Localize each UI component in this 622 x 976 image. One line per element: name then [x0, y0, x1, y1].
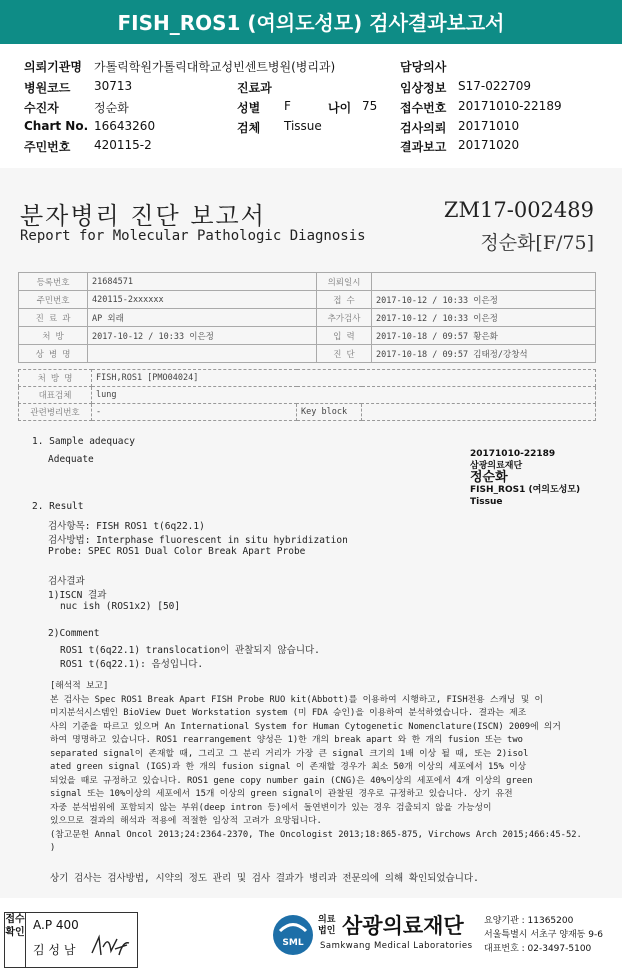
related-value: - — [92, 404, 297, 421]
table-cell: 등록번호 — [19, 273, 88, 291]
org-value: 가톨릭학원가톨릭대학교성빈센트병원(병리과) — [94, 60, 336, 74]
table-cell: 420115-2xxxxxx — [88, 291, 317, 309]
body-line: ) — [50, 843, 56, 853]
table-row — [19, 309, 596, 327]
doctor-label: 담당의사 — [400, 60, 447, 74]
body-line: 하여 명명하고 있습니다. ROS1 rearrangement 양성은 1)한 개의 break apart 와 한 개의 fusion 또는 two — [50, 735, 523, 745]
confirmation-line: 상기 검사는 검사방법, 시약의 정도 관리 및 검사 결과가 병리과 전문의에 의해 확인되었습니다. — [50, 873, 479, 884]
body-line: [해석적 보고] — [50, 681, 109, 691]
interpretation-block — [50, 680, 582, 856]
order-value: FISH,ROS1 [PMO04024] — [92, 370, 596, 387]
age-value: 75 — [362, 99, 378, 113]
table-cell: 접 수 — [317, 291, 372, 309]
patient-summary: 정순화[F/75] — [480, 232, 594, 254]
key-block-value — [362, 404, 596, 421]
table-cell: 상 병 명 — [19, 345, 88, 363]
chart-value: 16643260 — [94, 119, 156, 133]
prefix-line: 의료 — [318, 915, 336, 925]
table-cell — [88, 345, 317, 363]
table-cell: 21684571 — [88, 273, 317, 291]
body-line: 있으므로 결과의 해석과 적용에 적절한 임상적 고려가 요망됩니다. — [50, 816, 322, 826]
table-cell: 처 방 — [19, 327, 88, 345]
body-line: ated green signal (IGS)과 한 개의 fusion signal 이 존재할 경우가 최소 50개 이상의 세포에서 15% 이상 — [50, 762, 527, 772]
table-cell: 2017-10-12 / 10:33 이은정 — [88, 327, 317, 345]
table-row — [19, 327, 596, 345]
report-title-korean: 분자병리 진단 보고서 — [20, 202, 266, 230]
table-row — [19, 345, 596, 363]
body-line: 되었을 때로 규정하고 있습니다. ROS1 gene copy number gain (CNG)은 40%이상의 세포에서 4개 이상의 green — [50, 775, 533, 786]
report-date-value: 20171020 — [458, 138, 520, 152]
institution-code: 요양기관 : 11365200 — [484, 916, 574, 926]
registration-table — [18, 272, 596, 363]
age-label: 나이 — [328, 101, 352, 115]
table-cell: 2017-10-18 / 09:57 황은화 — [372, 327, 596, 345]
body-line: ROS1 t(6q22.1) translocation이 관찰되지 않습니다. — [60, 645, 320, 656]
dept-label: 진료과 — [237, 81, 272, 95]
table-cell: 추가검사 — [317, 309, 372, 327]
institution-prefix — [318, 915, 335, 937]
chart-label: Chart No. — [24, 119, 89, 133]
body-line: ROS1 t(6q22.1): 음성입니다. — [60, 659, 204, 670]
sex-value: F — [284, 99, 291, 113]
case-number: ZM17-002489 — [443, 198, 594, 222]
report-title-english: Report for Molecular Pathologic Diagnosis — [20, 228, 366, 244]
body-line: 사의 기준을 따르고 있으며 An International System for Human Cytogenetic Nomenclature(ISCN) 2009에 의거 — [50, 721, 561, 732]
body-line: 검사결과 — [48, 576, 85, 587]
organ-value: lung — [92, 387, 596, 404]
order-table — [18, 369, 596, 421]
clinical-label: 임상정보 — [400, 81, 447, 95]
accession-value: 20171010-22189 — [458, 99, 562, 113]
body-line: signal 또는 10%이상의 세포에서 15개 이상의 green signal이 관찰된 경우로 규정하고 있습니다. 상기 유전 — [50, 789, 513, 799]
sticker-patient: 정순화 — [470, 470, 508, 485]
request-label: 검사의뢰 — [400, 121, 447, 135]
section-heading: 2. Result — [32, 501, 84, 512]
table-cell: 입 력 — [317, 327, 372, 345]
signature-image — [89, 933, 131, 961]
stamp-line: 접수 — [5, 914, 25, 925]
key-block-label: Key block — [297, 404, 362, 421]
table-row — [19, 404, 596, 421]
sticker-institution: 삼광의료재단 — [470, 461, 523, 471]
report-header-title: FISH_ROS1 (여의도성모) 검사결과보고서 — [0, 0, 622, 44]
specimen-label: 검체 — [237, 121, 261, 135]
ap-number: A.P 400 — [33, 918, 79, 932]
specimen-value: Tissue — [284, 119, 322, 133]
hospcode-label: 병원코드 — [24, 81, 71, 95]
body-line: 미지분석시스템인 BioView Duet Workstation system (미 FDA 승인)을 이용하여 분석하였습니다. 결과는 제조 — [50, 708, 527, 718]
institution-phone: 대표번호 : 02-3497-5100 — [484, 944, 592, 954]
sticker-specimen: Tissue — [470, 497, 503, 507]
sticker-test: FISH_ROS1 (여의도성모) — [470, 485, 581, 495]
section-heading: 1. Sample adequacy — [32, 436, 135, 447]
hospcode-value: 30713 — [94, 79, 133, 93]
sml-logo-text: SML — [282, 938, 304, 948]
body-line: 자중 분석범위에 포함되지 않는 부위(deep intron 등)에서 돌연변이가 있는 경우 검출되지 않을 가능성이 — [50, 802, 492, 813]
sex-label: 성별 — [237, 101, 261, 115]
table-cell: 2017-10-12 / 10:33 이은정 — [372, 291, 596, 309]
prefix-line: 법인 — [318, 926, 336, 936]
institution-english: Samkwang Medical Laboratories — [320, 941, 473, 951]
table-cell: 진 료 과 — [19, 309, 88, 327]
patient-value: 정순화 — [94, 101, 129, 115]
org-label: 의뢰기관명 — [24, 60, 82, 74]
rrn-label: 주민번호 — [24, 140, 71, 154]
body-line: (참고문헌 Annal Oncol 2013;24:2364-2370, The Oncologist 2013;18:865-875, Virchows Arch 2015;466:45-52. — [50, 829, 582, 840]
table-cell — [372, 273, 596, 291]
table-cell: 2017-10-18 / 09:57 김태정/강창석 — [372, 345, 596, 363]
institution-contact — [484, 914, 622, 956]
body-line: separated signal이 존재할 때, 그리고 그 분리 거리가 가장 큰 signal 크기의 1배 이상 될 때, 또는 2)isol — [50, 748, 529, 759]
specimen-label-sticker — [470, 448, 580, 508]
report-date-label: 결과보고 — [400, 140, 447, 154]
table-cell: 의뢰일시 — [317, 273, 372, 291]
accession-label: 접수번호 — [400, 101, 447, 115]
sticker-accession: 20171010-22189 — [470, 449, 556, 459]
table-row — [19, 370, 596, 387]
table-cell: AP 외래 — [88, 309, 317, 327]
related-label: 관련병리번호 — [19, 404, 92, 421]
order-label: 처 방 명 — [19, 370, 92, 387]
body-line: 1)ISCN 결과 — [48, 590, 107, 601]
signer-name: 김 성 남 — [33, 943, 76, 957]
request-value: 20171010 — [458, 119, 520, 133]
body-line: Adequate — [48, 454, 94, 465]
receipt-stamp-box — [4, 912, 138, 968]
table-cell: 주민번호 — [19, 291, 88, 309]
table-cell: 진 단 — [317, 345, 372, 363]
body-line: 2)Comment — [48, 628, 100, 639]
table-row — [19, 387, 596, 404]
stamp-line: 확인 — [5, 927, 25, 938]
table-cell: 2017-10-12 / 10:33 이은정 — [372, 309, 596, 327]
patient-label: 수진자 — [24, 101, 59, 115]
table-row — [19, 291, 596, 309]
institution-address: 서울특별시 서초구 양재동 9-6 — [484, 930, 603, 940]
body-line: Probe: SPEC ROS1 Dual Color Break Apart Probe — [48, 546, 306, 557]
rrn-value: 420115-2 — [94, 138, 152, 152]
body-line: 검사항목: FISH ROS1 t(6q22.1) — [48, 521, 205, 532]
body-line: 검사방법: Interphase fluorescent in situ hybridization — [48, 535, 348, 546]
institution-name: 삼광의료재단 — [342, 914, 464, 938]
table-row — [19, 273, 596, 291]
clinical-value: S17-022709 — [458, 79, 532, 93]
body-line: nuc ish (ROS1x2) [50] — [60, 601, 181, 612]
organ-label: 대표검체 — [19, 387, 92, 404]
body-line: 본 검사는 Spec ROS1 Break Apart FISH Probe RUO kit(Abbott)를 이용하여 시행하고, FISH전용 스캐닝 및 이 — [50, 694, 544, 705]
stamp-side-label — [5, 913, 26, 967]
sml-logo-icon — [272, 914, 314, 956]
